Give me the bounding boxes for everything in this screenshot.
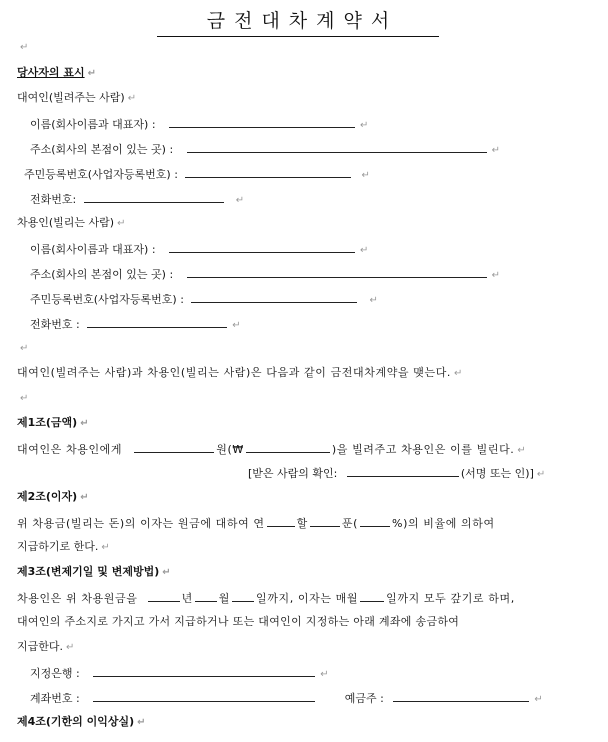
empty-paragraph: ↵ bbox=[20, 42, 29, 53]
borrower-address-field[interactable] bbox=[187, 266, 487, 278]
amount-numeric-field[interactable] bbox=[246, 441, 330, 453]
account-holder-field[interactable] bbox=[393, 690, 529, 702]
interest-percent-field[interactable] bbox=[360, 515, 390, 527]
borrower-phone-line: 전화번호 : ↵ bbox=[30, 318, 241, 331]
interest-pun-field[interactable] bbox=[310, 515, 340, 527]
lender-phone-line: 전화번호: ↵ bbox=[30, 193, 245, 206]
article1-text: 대여인은 차용인에게 원(₩ )을 빌려주고 차용인은 이를 빌린다. ↵ bbox=[17, 443, 527, 456]
lender-name-field[interactable] bbox=[169, 116, 355, 128]
article3-text-cont: 대여인의 주소지로 가지고 가서 지급하거나 또는 대여인이 지정하는 아래 계좌에 송금하여 bbox=[17, 615, 460, 628]
amount-korean-field[interactable] bbox=[134, 441, 214, 453]
article3-text: 차용인은 위 차용원금을 년 월 일까지, 이자는 매월 일까지 모두 갚기로 하며, bbox=[17, 592, 515, 605]
parties-heading: 당사자의 표시 ↵ bbox=[17, 66, 96, 79]
article3-heading: 제3조(변제기일 및 변제방법) ↵ bbox=[17, 565, 171, 578]
interest-hal-field[interactable] bbox=[267, 515, 295, 527]
lender-phone-field[interactable] bbox=[84, 191, 224, 203]
article2-text: 위 차용금(빌리는 돈)의 이자는 원금에 대하여 연 할 푼( %)의 비율에 의하여 bbox=[17, 517, 495, 530]
due-year-field[interactable] bbox=[148, 590, 180, 602]
bank-field[interactable] bbox=[93, 665, 315, 677]
due-month-field[interactable] bbox=[195, 590, 217, 602]
bank-line: 지정은행 : ↵ bbox=[30, 667, 329, 680]
lender-address-line: 주소(회사의 본점이 있는 곳) : ↵ bbox=[30, 143, 501, 156]
article3-text-end: 지급한다. ↵ bbox=[17, 640, 75, 653]
document-title: 금전대차계약서 bbox=[206, 10, 399, 32]
intro-text: 대여인(빌려주는 사람)과 차용인(빌리는 사람)은 다음과 같이 금전대차계약을 맺는다. ↵ bbox=[17, 366, 464, 379]
borrower-name-line: 이름(회사이름과 대표자) : ↵ bbox=[30, 243, 369, 256]
title-block bbox=[157, 6, 439, 37]
lender-regno-line: 주민등록번호(사업자등록번호) : ↵ bbox=[24, 168, 370, 181]
lender-name-line: 이름(회사이름과 대표자) : ↵ bbox=[30, 118, 369, 131]
lender-regno-field[interactable] bbox=[185, 166, 351, 178]
borrower-label: 차용인(빌리는 사람) ↵ bbox=[17, 216, 126, 229]
borrower-phone-field[interactable] bbox=[87, 316, 227, 328]
borrower-regno-field[interactable] bbox=[191, 291, 357, 303]
empty-paragraph: ↵ bbox=[20, 393, 29, 404]
article1-heading: 제1조(금액) ↵ bbox=[17, 416, 89, 429]
article2-heading: 제2조(이자) ↵ bbox=[17, 490, 89, 503]
interest-day-field[interactable] bbox=[360, 590, 384, 602]
account-number-field[interactable] bbox=[93, 690, 315, 702]
borrower-name-field[interactable] bbox=[169, 241, 355, 253]
borrower-address-line: 주소(회사의 본점이 있는 곳) : ↵ bbox=[30, 268, 501, 281]
lender-label: 대여인(빌려주는 사람) ↵ bbox=[17, 91, 137, 104]
empty-paragraph: ↵ bbox=[20, 343, 29, 354]
lender-address-field[interactable] bbox=[187, 141, 487, 153]
due-day-field[interactable] bbox=[232, 590, 254, 602]
article2-text-cont: 지급하기로 한다. ↵ bbox=[17, 540, 110, 553]
article1-receipt: [받은 사람의 확인: (서명 또는 인)] ↵ bbox=[248, 467, 546, 480]
article4-heading: 제4조(기한의 이익상실) ↵ bbox=[17, 715, 146, 728]
borrower-regno-line: 주민등록번호(사업자등록번호) : ↵ bbox=[30, 293, 378, 306]
receipt-signature-field[interactable] bbox=[347, 465, 459, 477]
account-line: 계좌번호 : 예금주 : ↵ bbox=[30, 692, 543, 705]
